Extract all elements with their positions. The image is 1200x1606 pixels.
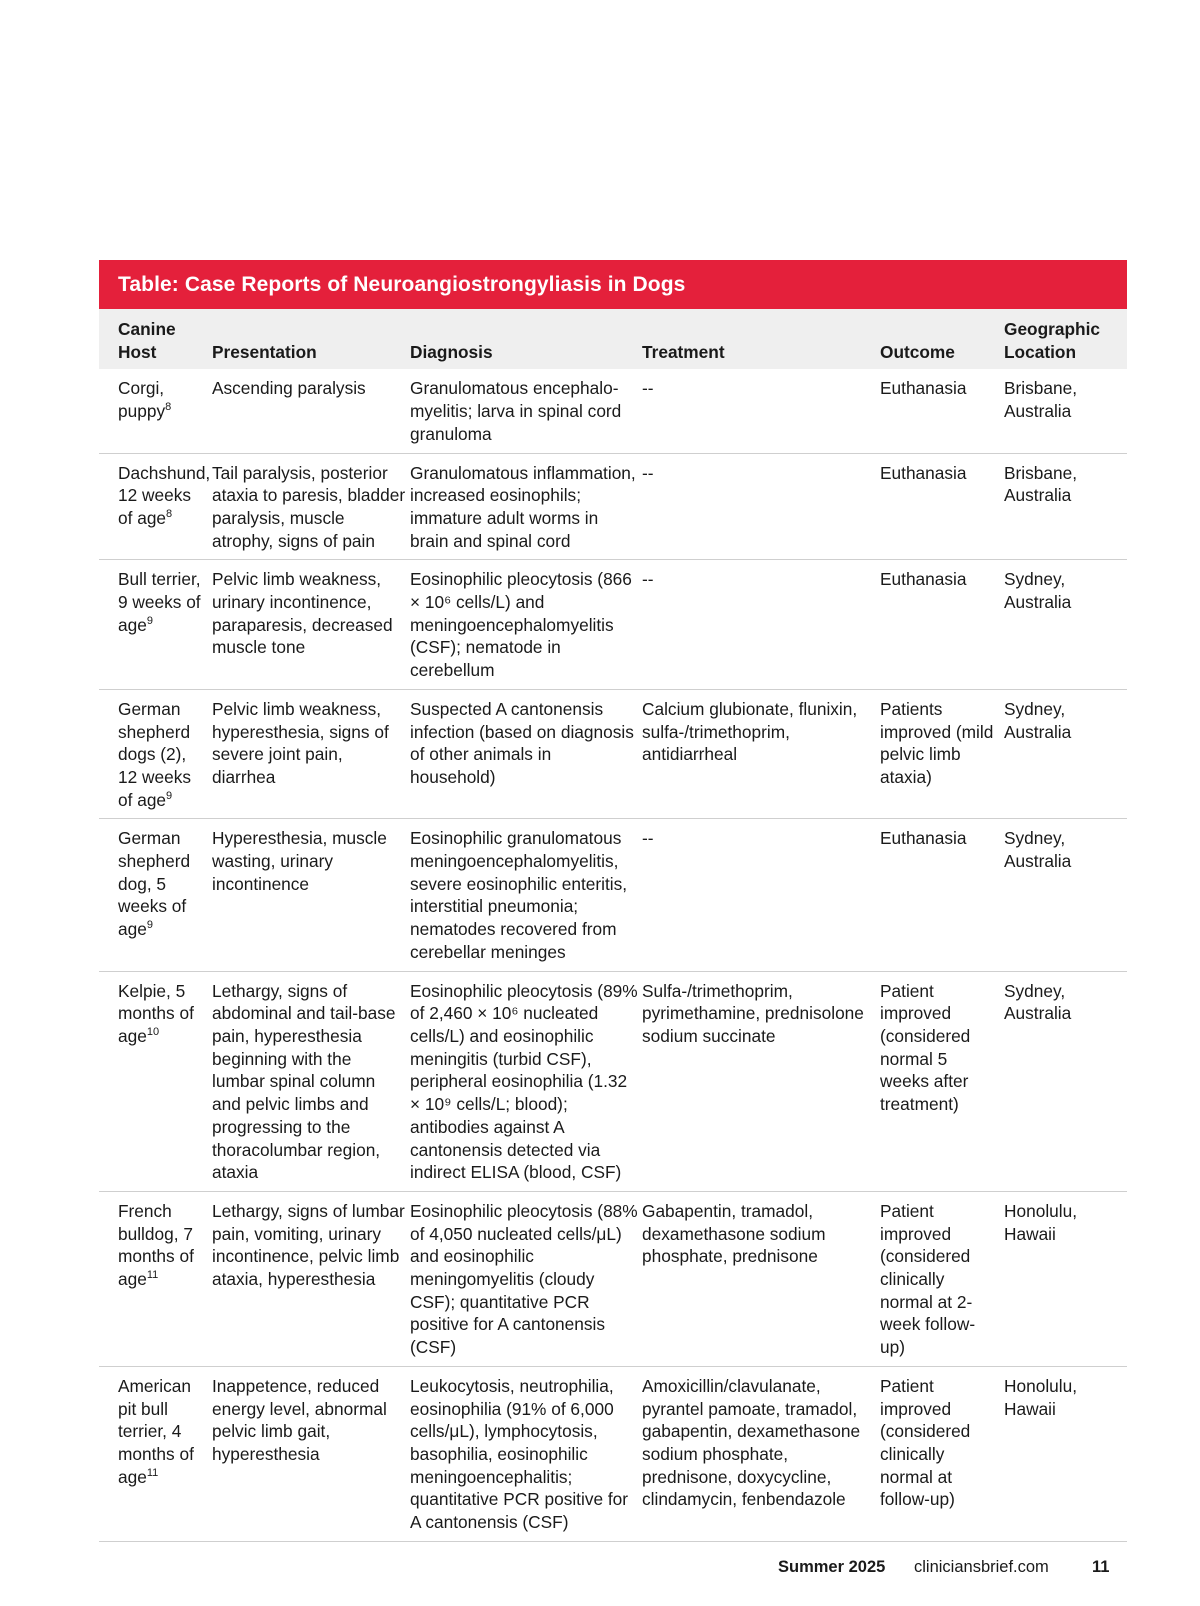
cell-location: Sydney, Australia	[1004, 971, 1127, 1191]
host-text: French bulldog, 7 months of age	[118, 1200, 194, 1290]
cell-treatment: --	[642, 560, 880, 690]
cell-outcome: Patient improved (considered clinically normal at 2-week follow-up)	[880, 1191, 1004, 1366]
table-row	[99, 971, 1127, 1191]
cell-outcome: Patients improved (mild pelvic limb ataxia)	[880, 689, 1004, 819]
cell-outcome: Patient improved (considered clinically normal at follow-up)	[880, 1366, 1004, 1541]
cell-host	[99, 971, 212, 1191]
cell-presentation: Lethargy, signs of lumbar pain, vomiting, urinary incontinence, pelvic limb ataxia, hyperesthesia	[212, 1191, 410, 1366]
cell-diagnosis: Leukocytosis, neutrophilia, eosinophilia (91% of 6,000 cells/μL), lymphocytosis, basophilia, eosinophilic meningoencephalitis; quantitative PCR positive for A cantonensis (CSF)	[410, 1366, 642, 1541]
cell-outcome: Euthanasia	[880, 369, 1004, 453]
reference-number: 8	[165, 401, 172, 414]
table-row	[99, 369, 1127, 453]
cell-treatment: Amoxicillin/clavulanate, pyrantel pamoate, tramadol, gabapentin, dexamethasone sodium phosphate, prednisone, doxycycline, clindamycin, fenbendazole	[642, 1366, 880, 1541]
cell-location: Sydney, Australia	[1004, 689, 1127, 819]
table-title-bar	[99, 260, 1127, 309]
cell-host	[99, 369, 212, 453]
table-title: Table: Case Reports of Neuroangiostrongyliasis in Dogs	[118, 272, 686, 296]
cell-diagnosis: Eosinophilic granulomatous meningoencephalomyelitis, severe eosinophilic enteritis, interstitial pneumonia; nematodes recovered from cerebellar meninges	[410, 819, 642, 971]
cell-host	[99, 1191, 212, 1366]
host-text: German shepherd dog, 5 weeks of age	[118, 828, 191, 940]
cell-host	[99, 453, 212, 560]
column-header-presentation: Presentation	[212, 309, 410, 369]
cell-presentation: Ascending paralysis	[212, 369, 410, 453]
cell-location: Sydney, Australia	[1004, 560, 1127, 690]
table-row	[99, 1191, 1127, 1366]
cell-host	[99, 689, 212, 819]
column-header-treatment: Treatment	[642, 309, 880, 369]
reference-number: 10	[146, 1026, 160, 1039]
cell-treatment: --	[642, 369, 880, 453]
host-text: Corgi, puppy	[118, 378, 166, 422]
cell-diagnosis: Granulomatous encephalo-myelitis; larva in spinal cord granuloma	[410, 369, 642, 453]
footer-page-number: 11	[1092, 1557, 1110, 1576]
case-report-table	[99, 260, 1127, 1542]
cell-host	[99, 560, 212, 690]
cell-presentation: Pelvic limb weakness, urinary incontinence, paraparesis, decreased muscle tone	[212, 560, 410, 690]
table-row	[99, 689, 1127, 819]
reference-number: 8	[166, 508, 173, 521]
data-table	[99, 309, 1127, 1542]
cell-host	[99, 819, 212, 971]
host-text: Bull terrier, 9 weeks of age	[118, 569, 201, 635]
cell-treatment: Gabapentin, tramadol, dexamethasone sodium phosphate, prednisone	[642, 1191, 880, 1366]
reference-number: 9	[146, 919, 153, 932]
table-row	[99, 819, 1127, 971]
cell-diagnosis: Eosinophilic pleocytosis (88% of 4,050 nucleated cells/μL) and eosinophilic meningomyelitis (cloudy CSF); quantitative PCR positive for A cantonensis (CSF)	[410, 1191, 642, 1366]
cell-diagnosis: Granulomatous inflammation, increased eosinophils; immature adult worms in brain and spinal cord	[410, 453, 642, 560]
host-text: Kelpie, 5 months of age	[118, 980, 194, 1046]
column-header-host: Canine Host	[99, 309, 212, 369]
cell-presentation: Tail paralysis, posterior ataxia to paresis, bladder paralysis, muscle atrophy, signs of pain	[212, 453, 410, 560]
cell-host	[99, 1366, 212, 1541]
cell-treatment: Sulfa-/trimethoprim, pyrimethamine, prednisolone sodium succinate	[642, 971, 880, 1191]
cell-treatment: --	[642, 453, 880, 560]
footer-issue: Summer 2025	[778, 1557, 886, 1576]
table-row	[99, 560, 1127, 690]
header-row	[99, 309, 1127, 369]
cell-outcome: Patient improved (considered normal 5 weeks after treatment)	[880, 971, 1004, 1191]
cell-presentation: Lethargy, signs of abdominal and tail-base pain, hyperesthesia beginning with the lumbar spinal column and pelvic limbs and progressing to the thoracolumbar region, ataxia	[212, 971, 410, 1191]
footer-site[interactable]: cliniciansbrief.com	[914, 1557, 1049, 1576]
cell-diagnosis: Eosinophilic pleocytosis (866 × 10⁶ cells/L) and meningoencephalomyelitis (CSF); nematode in cerebellum	[410, 560, 642, 690]
cell-location: Brisbane, Australia	[1004, 369, 1127, 453]
reference-number: 9	[146, 614, 153, 627]
cell-location: Honolulu, Hawaii	[1004, 1191, 1127, 1366]
table-row	[99, 1366, 1127, 1541]
cell-location: Sydney, Australia	[1004, 819, 1127, 971]
cell-diagnosis: Suspected A cantonensis infection (based on diagnosis of other animals in household)	[410, 689, 642, 819]
cell-diagnosis: Eosinophilic pleocytosis (89% of 2,460 × 10⁶ nucleated cells/L) and eosinophilic meningitis (turbid CSF), peripheral eosinophilia (1.32 × 10⁹ cells/L; blood); antibodies against A cantonensis detected via indirect ELISA (blood, CSF)	[410, 971, 642, 1191]
host-text: German shepherd dogs (2), 12 weeks of age	[118, 698, 192, 810]
cell-outcome: Euthanasia	[880, 560, 1004, 690]
column-header-diagnosis: Diagnosis	[410, 309, 642, 369]
reference-number: 11	[146, 1269, 159, 1282]
cell-presentation: Inappetence, reduced energy level, abnormal pelvic limb gait, hyperesthesia	[212, 1366, 410, 1541]
column-header-outcome: Outcome	[880, 309, 1004, 369]
cell-presentation: Pelvic limb weakness, hyperesthesia, signs of severe joint pain, diarrhea	[212, 689, 410, 819]
cell-location: Honolulu, Hawaii	[1004, 1366, 1127, 1541]
cell-treatment: Calcium glubionate, flunixin, sulfa-/trimethoprim, antidiarrheal	[642, 689, 880, 819]
cell-presentation: Hyperesthesia, muscle wasting, urinary incontinence	[212, 819, 410, 971]
cell-outcome: Euthanasia	[880, 453, 1004, 560]
cell-location: Brisbane, Australia	[1004, 453, 1127, 560]
host-text: American pit bull terrier, 4 months of age	[118, 1375, 194, 1487]
table-row	[99, 453, 1127, 560]
reference-number: 11	[146, 1466, 159, 1479]
host-text: Dachshund, 12 weeks of age	[118, 462, 211, 528]
table-body	[99, 369, 1127, 1541]
reference-number: 9	[166, 789, 173, 802]
column-header-location: Geographic Location	[1004, 309, 1127, 369]
cell-treatment: --	[642, 819, 880, 971]
cell-outcome: Euthanasia	[880, 819, 1004, 971]
